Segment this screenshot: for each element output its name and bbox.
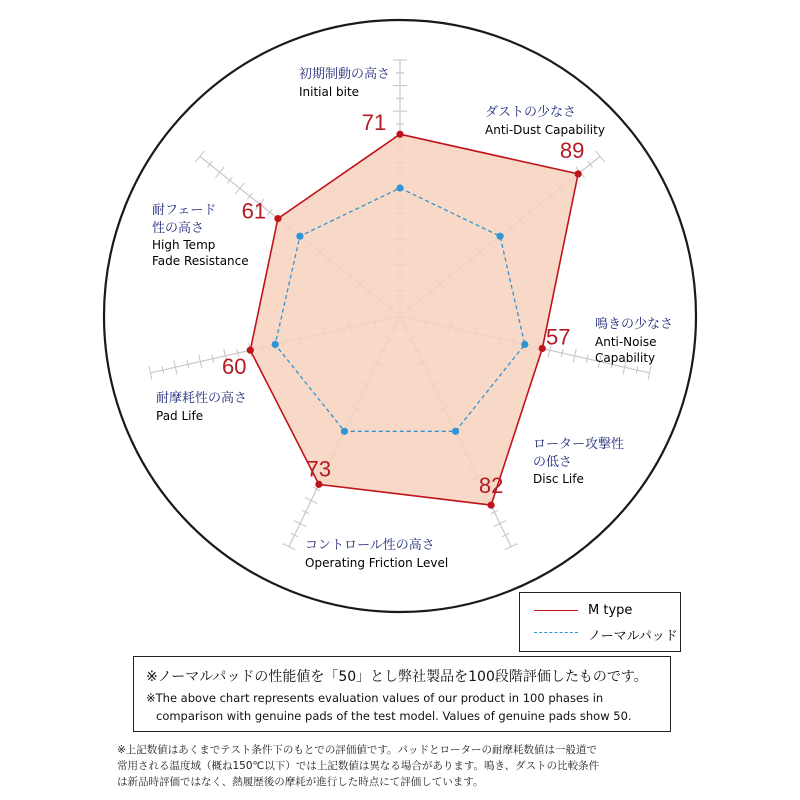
value-label: 61 bbox=[241, 198, 267, 224]
axis-label-en: High Temp bbox=[152, 238, 216, 253]
note-en-line1: ※The above chart represents evaluation values of our product in 100 phases in bbox=[146, 691, 604, 705]
axis-label-en: Initial bite bbox=[299, 84, 360, 99]
note-box bbox=[133, 656, 671, 732]
axis-label-en: Disc Life bbox=[533, 472, 584, 487]
data-point-normal bbox=[521, 341, 528, 348]
axis-label-jp: 鳴きの少なさ bbox=[595, 317, 674, 332]
data-point-mtype bbox=[274, 215, 281, 222]
value-label: 57 bbox=[546, 324, 571, 350]
axis-label-en: Anti-Noise bbox=[595, 334, 657, 349]
axis-label bbox=[152, 202, 249, 269]
axis-label-jp: ダストの少なさ bbox=[485, 105, 577, 120]
axis-label bbox=[305, 537, 448, 571]
value-label: 89 bbox=[559, 137, 585, 163]
data-point-mtype bbox=[247, 347, 254, 354]
axis-label-jp: ローター攻撃性 の低さ bbox=[533, 437, 625, 470]
axis-label bbox=[485, 104, 605, 138]
data-point-normal bbox=[272, 341, 279, 348]
axis-label-jp: コントロール性の高さ bbox=[305, 538, 435, 553]
data-point-normal bbox=[396, 184, 403, 191]
legend-item-mtype bbox=[520, 601, 680, 621]
legend-item-normal bbox=[520, 623, 680, 643]
value-label: 82 bbox=[478, 473, 504, 499]
axis-label bbox=[299, 66, 390, 100]
legend-label-mtype: M type bbox=[588, 603, 633, 618]
axis-label-en: Capability bbox=[595, 350, 656, 365]
footnote-line3: は新品時評価ではなく、熱履歴後の摩耗が進行した時点にて評価しています。 bbox=[117, 776, 484, 788]
legend-swatch-mtype bbox=[534, 610, 578, 611]
note-jp: ※ノーマルパッドの性能値を「50」とし弊社製品を100段階評価したものです。 bbox=[146, 669, 648, 685]
value-label: 73 bbox=[306, 456, 332, 482]
data-point-mtype bbox=[539, 345, 546, 352]
axis-label-en: Pad Life bbox=[156, 408, 204, 423]
axis-label-en: Operating Friction Level bbox=[305, 555, 449, 570]
axis-label bbox=[156, 390, 247, 424]
legend-swatch-normal bbox=[534, 632, 578, 633]
axis-label-jp: 初期制動の高さ bbox=[299, 67, 391, 82]
data-point-mtype bbox=[575, 170, 582, 177]
axis-label-jp: 耐摩耗性の高さ bbox=[156, 391, 248, 406]
note-en-line2: comparison with genuine pads of the test model. Values of genuine pads show 50. bbox=[156, 709, 632, 723]
axis-label-en: Anti-Dust Capability bbox=[485, 122, 605, 137]
data-point-normal bbox=[496, 233, 503, 240]
axis-label bbox=[533, 436, 624, 487]
legend bbox=[519, 592, 681, 652]
value-label: 71 bbox=[361, 110, 387, 136]
data-point-mtype bbox=[315, 481, 322, 488]
legend-label-normal: ノーマルパッド bbox=[588, 629, 678, 644]
data-point-normal bbox=[452, 428, 459, 435]
data-point-mtype bbox=[396, 131, 403, 138]
axis-label bbox=[595, 316, 673, 366]
footnote-line1: ※上記数値はあくまでテスト条件下のもとでの評価値です。パッドとローターの耐摩耗数値は一般道で bbox=[117, 744, 598, 756]
value-label: 60 bbox=[222, 354, 247, 380]
data-point-normal bbox=[296, 233, 303, 240]
data-point-mtype bbox=[487, 502, 494, 509]
footnote-line2: 常用される温度域（概ね150℃以下）では上記数値は異なる場合があります。鳴き、ダストの比較条件 bbox=[117, 760, 600, 772]
data-point-normal bbox=[341, 428, 348, 435]
axis-label-en: Fade Resistance bbox=[152, 254, 249, 269]
axis-label-jp: 耐フェード 性の高さ bbox=[152, 203, 217, 236]
